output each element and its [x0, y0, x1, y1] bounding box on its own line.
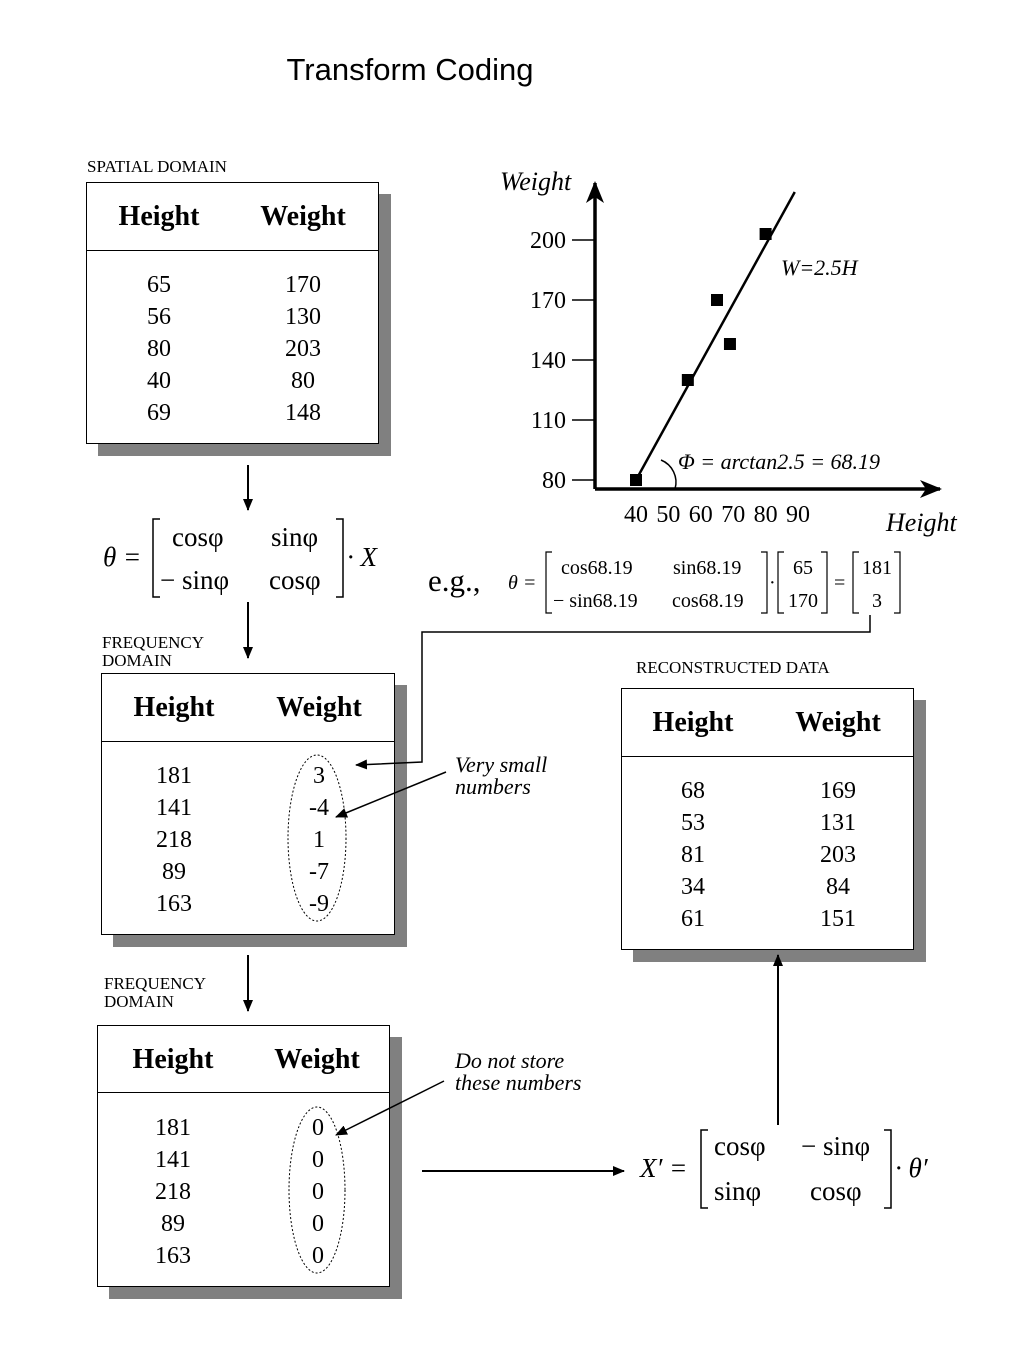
annotation-arrow: [336, 1081, 444, 1135]
matrix-entry: sinφ: [714, 1176, 762, 1206]
vector-bracket: [778, 552, 784, 613]
y-tick-group: [530, 228, 595, 494]
matrix-entry: sin68.19: [673, 557, 742, 579]
table-cell: 84: [826, 874, 850, 900]
weight-column-header: Weight: [274, 1044, 360, 1075]
x-tick-label: 60: [688, 502, 713, 528]
table-cell: 0: [312, 1211, 324, 1237]
data-point: [711, 294, 723, 306]
matrix-bracket: [884, 1130, 891, 1208]
angle-label: Φ = arctan2.5 = 68.19: [678, 449, 881, 474]
table-cell: 89: [161, 1211, 185, 1237]
table-cell: 56: [147, 304, 171, 330]
table-cell: 169: [820, 778, 856, 804]
x-tick-label: 50: [656, 502, 681, 528]
angle-arc: [661, 460, 676, 489]
matrix-bracket: [761, 552, 767, 613]
y-tick-label: 110: [530, 408, 566, 434]
annotation-text: numbers: [455, 774, 531, 799]
table-cell: 131: [820, 810, 856, 836]
caption-line: DOMAIN: [102, 651, 172, 670]
height-column-header: Height: [133, 692, 215, 723]
table-cell: 65: [147, 272, 171, 298]
table-cell: 203: [820, 842, 856, 868]
table-cell: 0: [312, 1179, 324, 1205]
weight-column-highlight: [289, 1107, 345, 1273]
matrix-entry: cos68.19: [561, 557, 633, 579]
matrix-entry: − sinφ: [160, 565, 230, 595]
data-point: [630, 474, 642, 486]
table-cell: 0: [312, 1147, 324, 1173]
table-cell: 181: [155, 1115, 191, 1141]
table-cell: 3: [313, 763, 325, 789]
table-cell: 130: [285, 304, 321, 330]
y-axis-label: Weight: [500, 167, 572, 196]
matrix-entry: cosφ: [269, 565, 321, 595]
table-cell: 163: [155, 1243, 191, 1269]
page-title: Transform Coding: [286, 52, 534, 87]
point-group: [630, 228, 772, 486]
equals-operator: =: [834, 572, 846, 594]
matrix-entry: cosφ: [810, 1176, 862, 1206]
vector-bracket: [821, 552, 827, 613]
table-cell: 170: [285, 272, 321, 298]
height-column-header: Height: [652, 707, 734, 738]
formula-lhs: θ =: [103, 542, 142, 572]
line-label: W=2.5H: [781, 255, 858, 280]
y-tick-label: 170: [530, 288, 566, 314]
table-cell: -7: [309, 859, 329, 885]
matrix-bracket: [153, 519, 160, 597]
annotation-text: Very small: [455, 752, 548, 777]
forward-transform-formula: [103, 519, 379, 597]
caption-line: FREQUENCY: [104, 974, 207, 993]
table-cell: 0: [312, 1243, 324, 1269]
caption-line: DOMAIN: [104, 992, 174, 1011]
weight-column-highlight: [288, 755, 346, 921]
vector-entry: 3: [872, 590, 882, 612]
table-cell: 141: [156, 795, 192, 821]
example-prefix: e.g.,: [428, 563, 481, 598]
x-tick-label: 40: [624, 502, 648, 528]
x-tick-label: 90: [786, 502, 810, 528]
annotation-text: these numbers: [455, 1070, 582, 1095]
data-point: [760, 228, 772, 240]
table-cell: 34: [681, 874, 705, 900]
table-cell: 40: [147, 368, 171, 394]
table-cell: 141: [155, 1147, 191, 1173]
table-cell: 181: [156, 763, 192, 789]
formula-rhs: · X: [347, 542, 377, 572]
weight-column-header: Weight: [276, 692, 362, 723]
y-tick-label: 200: [530, 228, 566, 254]
matrix-entry: sinφ: [271, 522, 319, 552]
weight-column-header: Weight: [260, 201, 346, 232]
vector-entry: 65: [793, 557, 813, 579]
vector-entry: 181: [862, 557, 892, 579]
spatial-domain-caption: SPATIAL DOMAIN: [87, 157, 227, 176]
matrix-entry: cos68.19: [672, 590, 744, 612]
matrix-entry: − sinφ: [801, 1131, 871, 1161]
table-cell: 151: [820, 906, 856, 932]
matrix-entry: cosφ: [172, 522, 224, 552]
vector-entry: 170: [788, 590, 818, 612]
table-cell: 53: [681, 810, 705, 836]
example-connector-arrow: [356, 615, 870, 765]
formula-rhs: · θ′: [895, 1153, 928, 1183]
annotation-arrow: [336, 772, 446, 817]
table-cell: 80: [291, 368, 315, 394]
inverse-transform-formula: [639, 1130, 929, 1208]
table-cell: 0: [312, 1115, 324, 1141]
height-column-header: Height: [118, 201, 200, 232]
table-cell: -9: [309, 891, 329, 917]
x-axis-label: Height: [886, 508, 957, 537]
example-formula: [428, 552, 900, 613]
table-cell: 163: [156, 891, 192, 917]
table-cell: -4: [309, 795, 329, 821]
vector-bracket: [894, 552, 900, 613]
table-cell: 61: [681, 906, 705, 932]
table-cell: 1: [313, 827, 325, 853]
annotation-text: Do not store: [455, 1048, 565, 1073]
y-tick-label: 140: [530, 348, 566, 374]
table-cell: 218: [156, 827, 192, 853]
x-tick-group: [624, 502, 810, 528]
table-cell: 89: [162, 859, 186, 885]
matrix-bracket: [336, 519, 343, 597]
height-weight-scatter-chart: [500, 167, 958, 537]
reconstructed-data-caption: RECONSTRUCTED DATA: [636, 658, 830, 677]
y-tick-label: 80: [542, 468, 566, 494]
height-column-header: Height: [132, 1044, 214, 1075]
caption-line: FREQUENCY: [102, 633, 205, 652]
table-cell: 148: [285, 400, 321, 426]
data-point: [724, 338, 736, 350]
table-cell: 218: [155, 1179, 191, 1205]
data-point: [682, 374, 694, 386]
table-cell: 69: [147, 400, 171, 426]
weight-column-header: Weight: [795, 707, 881, 738]
matrix-bracket: [701, 1130, 708, 1208]
formula-lhs: X′ =: [640, 1153, 688, 1183]
x-tick-label: 80: [753, 502, 778, 528]
table-cell: 80: [147, 336, 171, 362]
formula-lhs: θ =: [508, 572, 537, 594]
table-cell: 203: [285, 336, 321, 362]
matrix-bracket: [546, 552, 552, 613]
matrix-entry: − sin68.19: [553, 590, 638, 612]
table-cell: 81: [681, 842, 705, 868]
matrix-entry: cosφ: [714, 1131, 766, 1161]
vector-bracket: [853, 552, 859, 613]
x-tick-label: 70: [721, 502, 746, 528]
dot-operator: ·: [769, 572, 776, 594]
table-cell: 68: [681, 778, 705, 804]
